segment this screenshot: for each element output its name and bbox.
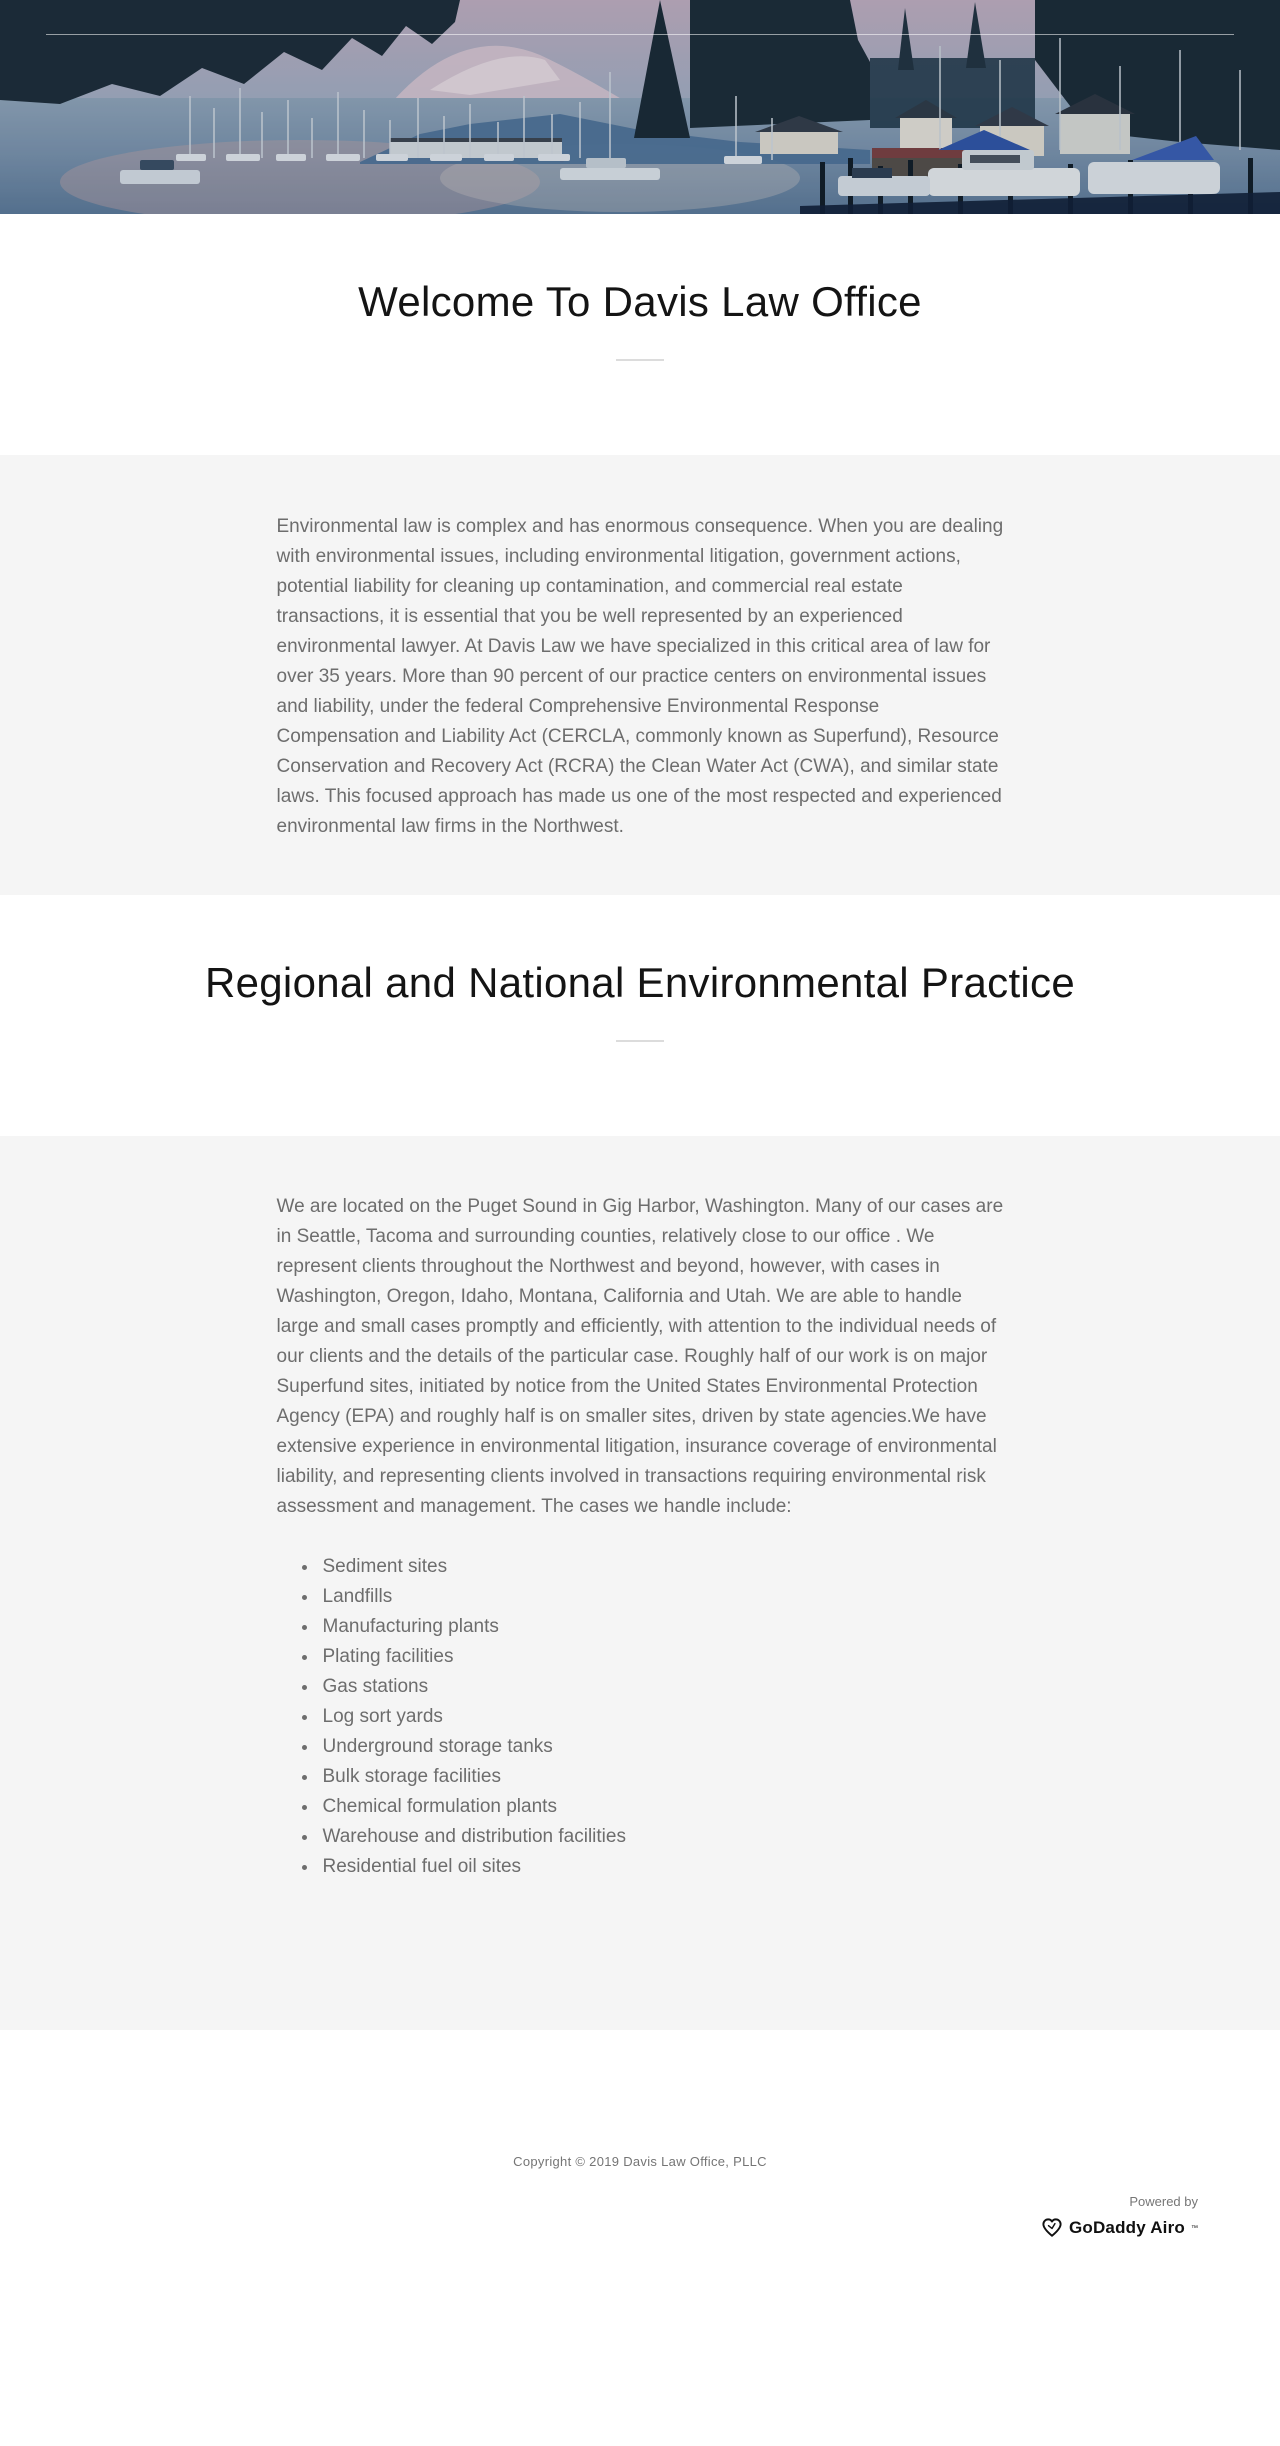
godaddy-airo-link[interactable] (1041, 2217, 1198, 2239)
powered-by-block (1041, 2194, 1198, 2244)
heading-divider (616, 359, 664, 361)
practice-paragraph: We are located on the Puget Sound in Gig Harbor, Washington. Many of our cases are in Seattle, Tacoma and surrounding counties, relatively close to our office . We represent clients throughout the Northwest and beyond, however, with cases in Washington, Oregon, Idaho, Montana, California and Utah. We are able to handle large and small cases promptly and efficiently, with attention to the individual needs of our clients and the details of the particular case. Roughly half of our work is on major Superfund sites, initiated by notice from the United States Environmental Protection Agency (EPA) and roughly half is on smaller sites, driven by state agencies.We have extensive experience in environmental litigation, insurance coverage of environmental liability, and representing clients involved in transactions requiring environmental risk assessment and management. The cases we handle include: (276, 1196, 1004, 1517)
list-item: • Bulk storage facilities (319, 1762, 1004, 1792)
list-item: • Sediment sites (319, 1552, 1004, 1582)
list-item: • Log sort yards (319, 1702, 1004, 1732)
welcome-section (0, 214, 1280, 455)
hero-photo (0, 0, 1280, 214)
practice-heading-section (0, 895, 1280, 1136)
practice-section (0, 1136, 1280, 2030)
intro-column (277, 512, 1004, 842)
page-title: Welcome To Davis Law Office (358, 278, 922, 325)
heading-divider (616, 1040, 664, 1042)
list-item: • Underground storage tanks (319, 1732, 1004, 1762)
list-item: • Plating facilities (319, 1642, 1004, 1672)
godaddy-heart-icon (1041, 2217, 1063, 2239)
intro-section (0, 455, 1280, 895)
list-item: • Warehouse and distribution facilities (319, 1822, 1004, 1852)
powered-by-label: Powered by (1129, 2194, 1198, 2209)
hero-divider-line (46, 34, 1234, 35)
list-item: • Manufacturing plants (319, 1612, 1004, 1642)
list-item: • Landfills (319, 1582, 1004, 1612)
list-item: • Residential fuel oil sites (319, 1852, 1004, 1882)
godaddy-wordmark: GoDaddy Airo (1068, 2218, 1185, 2237)
hero (0, 0, 1280, 214)
practice-title: Regional and National Environmental Practice (204, 959, 1076, 1006)
list-item: • Chemical formulation plants (319, 1792, 1004, 1822)
list-item: • Gas stations (319, 1672, 1004, 1702)
copyright-text: Copyright © 2019 Davis Law Office, PLLC (513, 2154, 767, 2169)
trademark-symbol: ™ (1191, 2224, 1198, 2232)
footer (0, 2030, 1280, 2296)
practice-column (277, 1192, 1004, 1882)
intro-paragraph: Environmental law is complex and has enormous consequence. When you are dealing with environmental issues, including environmental litigation, government actions, potential liability for cleaning up contamination, and commercial real estate transactions, it is essential that you be well represented by an experienced environmental lawyer. At Davis Law we have specialized in this critical area of law for over 35 years. More than 90 percent of our practice centers on environmental issues and liability, under the federal Comprehensive Environmental Response Compensation and Liability Act (CERCLA, commonly known as Superfund), Resource Conservation and Recovery Act (RCRA) the Clean Water Act (CWA), and similar state laws. This focused approach has made us one of the most respected and experienced environmental law firms in the Northwest. (276, 516, 1004, 837)
case-types-list (277, 1552, 1004, 1882)
